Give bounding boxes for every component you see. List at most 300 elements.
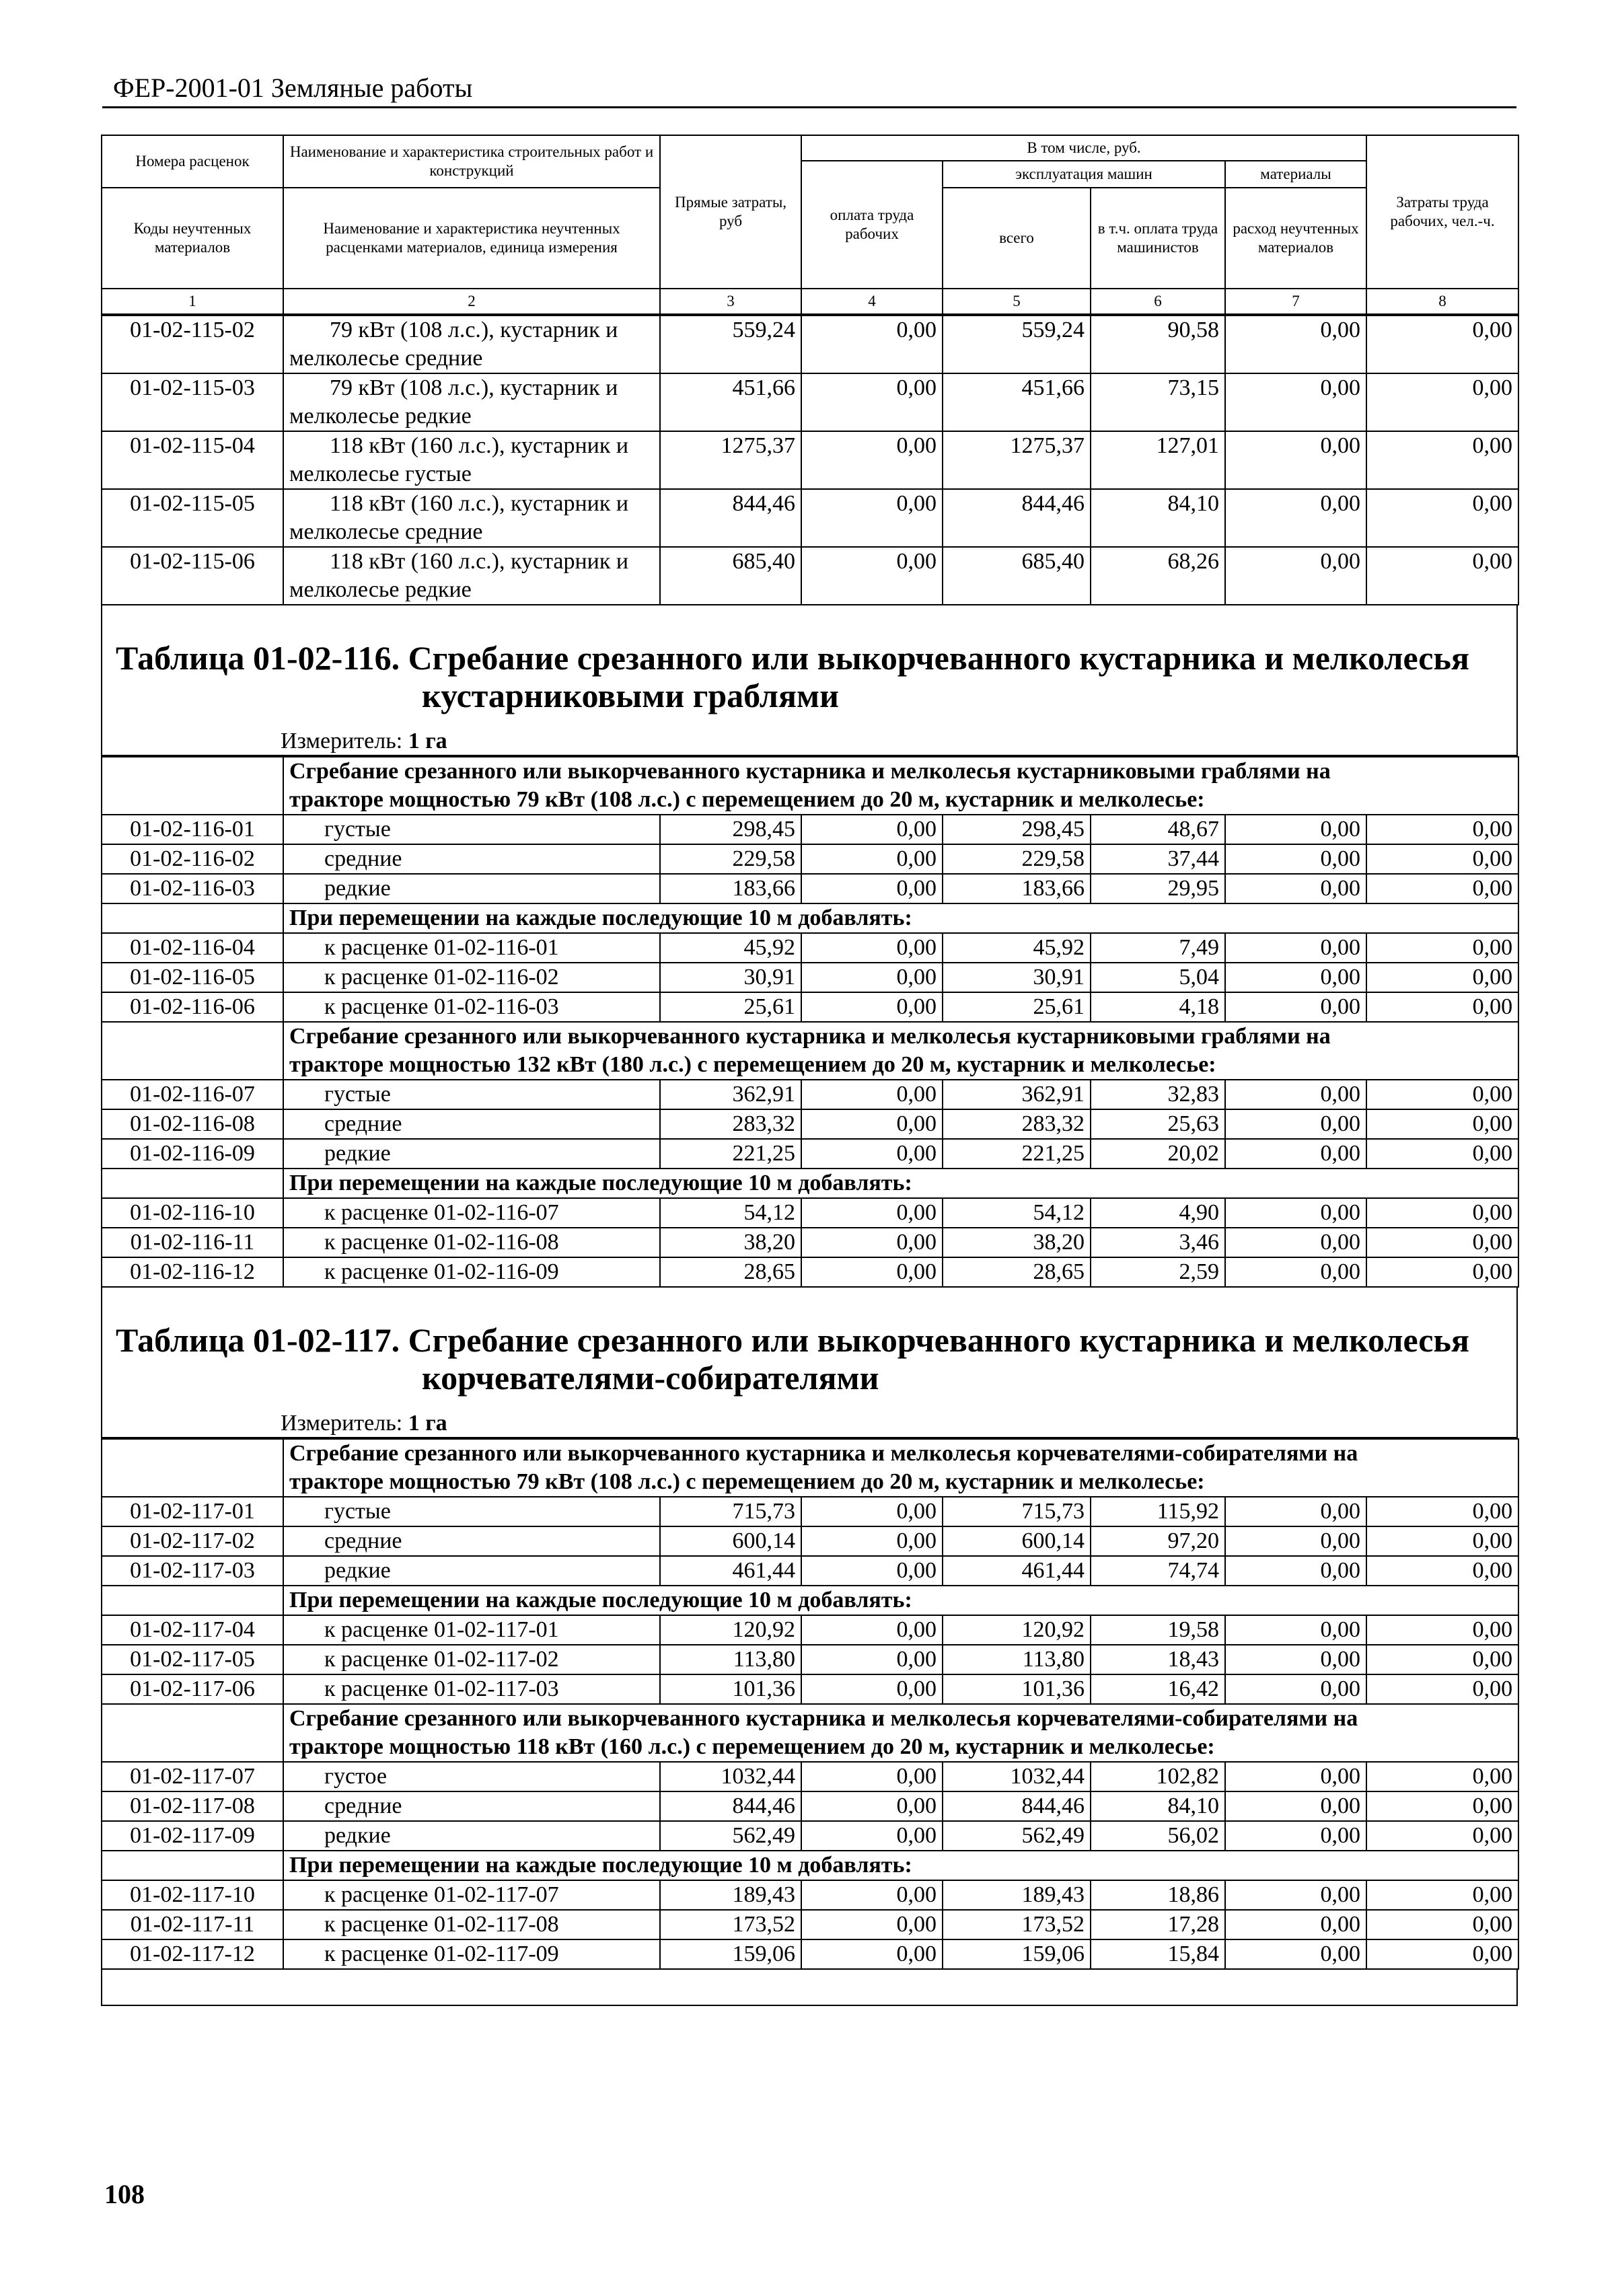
material-consumption: 0,00	[1225, 547, 1366, 605]
labor-costs: 0,00	[1366, 1939, 1518, 1969]
direct-cost: 30,91	[660, 963, 801, 992]
workers-wages: 0,00	[801, 1674, 943, 1704]
group-heading-spacer	[102, 1439, 283, 1497]
workers-wages: 0,00	[801, 933, 943, 963]
table-row	[102, 1109, 1518, 1139]
material-consumption: 0,00	[1225, 1791, 1366, 1821]
table-row	[102, 933, 1518, 963]
machines-total: 1032,44	[943, 1762, 1091, 1791]
labor-costs: 0,00	[1366, 992, 1518, 1022]
direct-cost: 451,66	[660, 373, 801, 431]
labor-costs: 0,00	[1366, 1556, 1518, 1586]
table-row	[102, 1139, 1518, 1169]
group-heading	[102, 1704, 1518, 1762]
unit-value: 1 га	[408, 729, 447, 753]
table-row	[102, 373, 1518, 431]
labor-costs: 0,00	[1366, 963, 1518, 992]
table-row	[102, 1762, 1518, 1791]
group-heading-line-2: тракторе мощностью 132 кВт (180 л.с.) с перемещением до 20 м, кустарник и мелколесье:	[289, 1052, 1216, 1077]
group-heading	[102, 757, 1518, 815]
material-consumption: 0,00	[1225, 1139, 1366, 1169]
direct-cost: 183,66	[660, 874, 801, 903]
workers-wages: 0,00	[801, 316, 943, 373]
operator-wages: 5,04	[1091, 963, 1225, 992]
material-consumption: 0,00	[1225, 1556, 1366, 1586]
work-name: к расценке 01-02-116-03	[283, 992, 660, 1022]
group-heading-spacer	[102, 903, 283, 933]
rate-code: 01-02-116-02	[102, 844, 283, 874]
labor-costs: 0,00	[1366, 547, 1518, 605]
labor-costs: 0,00	[1366, 844, 1518, 874]
group-heading-spacer	[102, 757, 283, 815]
work-name: к расценке 01-02-116-09	[283, 1257, 660, 1287]
machines-total: 298,45	[943, 815, 1091, 844]
rate-code: 01-02-117-11	[102, 1910, 283, 1939]
machines-total: 28,65	[943, 1257, 1091, 1287]
operator-wages: 115,92	[1091, 1497, 1225, 1526]
rate-code: 01-02-116-06	[102, 992, 283, 1022]
labor-costs: 0,00	[1366, 1645, 1518, 1674]
table-row	[102, 1526, 1518, 1556]
col-num-6: 6	[1091, 289, 1225, 314]
table-row	[102, 1198, 1518, 1228]
unit-of-measure	[101, 1405, 1518, 1438]
operator-wages: 37,44	[1091, 844, 1225, 874]
workers-wages: 0,00	[801, 1615, 943, 1645]
machines-total: 30,91	[943, 963, 1091, 992]
group-heading-line-1: Сгребание срезанного или выкорчеванного кустарника и мелколесья кустарниковыми граблями на	[289, 1024, 1331, 1049]
workers-wages: 0,00	[801, 1910, 943, 1939]
direct-cost: 844,46	[660, 489, 801, 547]
table-row	[102, 874, 1518, 903]
operator-wages: 56,02	[1091, 1821, 1225, 1851]
labor-costs: 0,00	[1366, 1762, 1518, 1791]
direct-cost: 45,92	[660, 933, 801, 963]
workers-wages: 0,00	[801, 1497, 943, 1526]
col-num-4: 4	[801, 289, 943, 314]
workers-wages: 0,00	[801, 1526, 943, 1556]
machines-total: 715,73	[943, 1497, 1091, 1526]
material-consumption: 0,00	[1225, 1080, 1366, 1109]
table-row	[102, 1791, 1518, 1821]
machines-total: 45,92	[943, 933, 1091, 963]
rate-code: 01-02-117-10	[102, 1880, 283, 1910]
work-name: редкие	[283, 1556, 660, 1586]
labor-costs: 0,00	[1366, 1228, 1518, 1257]
labor-costs: 0,00	[1366, 933, 1518, 963]
material-consumption: 0,00	[1225, 1228, 1366, 1257]
group-heading-spacer	[102, 1704, 283, 1762]
material-consumption: 0,00	[1225, 992, 1366, 1022]
labor-costs: 0,00	[1366, 874, 1518, 903]
group-heading-text	[283, 757, 1518, 815]
material-consumption: 0,00	[1225, 489, 1366, 547]
workers-wages: 0,00	[801, 1821, 943, 1851]
rate-code: 01-02-117-02	[102, 1526, 283, 1556]
table-row	[102, 963, 1518, 992]
labor-costs: 0,00	[1366, 1257, 1518, 1287]
work-name: к расценке 01-02-117-01	[283, 1615, 660, 1645]
unit-label: Измеритель:	[281, 1411, 403, 1436]
unit-value: 1 га	[408, 1411, 447, 1436]
header-including: В том числе, руб.	[801, 135, 1366, 161]
table-row	[102, 1821, 1518, 1851]
machines-total: 25,61	[943, 992, 1091, 1022]
group-heading-line-1: Сгребание срезанного или выкорчеванного кустарника и мелколесья корчевателями-собирателями на	[289, 1706, 1358, 1731]
material-consumption: 0,00	[1225, 1762, 1366, 1791]
labor-costs: 0,00	[1366, 1674, 1518, 1704]
rate-code: 01-02-116-07	[102, 1080, 283, 1109]
header-material-codes: Коды неучтенных материалов	[102, 188, 283, 289]
header-materials: материалы	[1225, 161, 1366, 188]
direct-cost: 38,20	[660, 1228, 801, 1257]
operator-wages: 4,18	[1091, 992, 1225, 1022]
direct-cost: 283,32	[660, 1109, 801, 1139]
work-name: к расценке 01-02-116-01	[283, 933, 660, 963]
rate-code: 01-02-116-05	[102, 963, 283, 992]
workers-wages: 0,00	[801, 1556, 943, 1586]
material-consumption: 0,00	[1225, 316, 1366, 373]
rate-code: 01-02-117-08	[102, 1791, 283, 1821]
work-name: средние	[283, 844, 660, 874]
group-heading-line-1: Сгребание срезанного или выкорчеванного кустарника и мелколесья кустарниковыми граблями на	[289, 759, 1331, 784]
workers-wages: 0,00	[801, 1198, 943, 1228]
work-name: к расценке 01-02-116-08	[283, 1228, 660, 1257]
group-heading-line-1: При перемещении на каждые последующие 10 м добавлять:	[289, 1588, 912, 1613]
group-heading-spacer	[102, 1586, 283, 1615]
material-consumption: 0,00	[1225, 1526, 1366, 1556]
material-consumption: 0,00	[1225, 1939, 1366, 1969]
direct-cost: 159,06	[660, 1939, 801, 1969]
work-name-line-2: мелколесье средние	[289, 346, 483, 371]
work-name	[283, 316, 660, 373]
rate-code: 01-02-116-04	[102, 933, 283, 963]
direct-cost: 28,65	[660, 1257, 801, 1287]
col-num-2: 2	[283, 289, 660, 314]
group-heading-text	[283, 1851, 1518, 1880]
work-name: средние	[283, 1109, 660, 1139]
material-consumption: 0,00	[1225, 1257, 1366, 1287]
labor-costs: 0,00	[1366, 373, 1518, 431]
header-rate-numbers: Номера расценок	[102, 135, 283, 188]
workers-wages: 0,00	[801, 547, 943, 605]
machines-total: 362,91	[943, 1080, 1091, 1109]
rate-code: 01-02-116-10	[102, 1198, 283, 1228]
rate-code: 01-02-117-05	[102, 1645, 283, 1674]
operator-wages: 74,74	[1091, 1556, 1225, 1586]
work-name: к расценке 01-02-117-09	[283, 1939, 660, 1969]
operator-wages: 18,43	[1091, 1645, 1225, 1674]
operator-wages: 97,20	[1091, 1526, 1225, 1556]
group-heading-line-2: тракторе мощностью 79 кВт (108 л.с.) с перемещением до 20 м, кустарник и мелколесье:	[289, 1469, 1205, 1494]
operator-wages: 25,63	[1091, 1109, 1225, 1139]
material-consumption: 0,00	[1225, 815, 1366, 844]
header-material-names: Наименование и характеристика неучтенных расценками материалов, единица измерения	[283, 188, 660, 289]
rate-code: 01-02-116-08	[102, 1109, 283, 1139]
price-table-sheet	[101, 135, 1518, 2006]
work-name-line-1: 118 кВт (160 л.с.), кустарник и	[330, 433, 629, 458]
rate-code: 01-02-117-07	[102, 1762, 283, 1791]
work-name-line-1: 118 кВт (160 л.с.), кустарник и	[330, 549, 629, 574]
workers-wages: 0,00	[801, 1109, 943, 1139]
group-heading-text	[283, 1439, 1518, 1497]
workers-wages: 0,00	[801, 1228, 943, 1257]
operator-wages: 2,59	[1091, 1257, 1225, 1287]
direct-cost: 113,80	[660, 1645, 801, 1674]
operator-wages: 20,02	[1091, 1139, 1225, 1169]
unit-label: Измеритель:	[281, 729, 403, 753]
group-heading-line-1: При перемещении на каждые последующие 10 м добавлять:	[289, 1171, 912, 1195]
machines-total: 101,36	[943, 1674, 1091, 1704]
operator-wages: 4,90	[1091, 1198, 1225, 1228]
direct-cost: 189,43	[660, 1880, 801, 1910]
group-heading-text	[283, 903, 1518, 933]
table-row	[102, 844, 1518, 874]
group-heading-line-1: При перемещении на каждые последующие 10 м добавлять:	[289, 1853, 912, 1878]
workers-wages: 0,00	[801, 874, 943, 903]
direct-cost: 229,58	[660, 844, 801, 874]
work-name-line-2: мелколесье редкие	[289, 404, 472, 429]
rate-code: 01-02-115-03	[102, 373, 283, 431]
table-title-line-2: кустарниковыми граблями	[422, 677, 839, 714]
machines-total: 54,12	[943, 1198, 1091, 1228]
col-num-7: 7	[1225, 289, 1366, 314]
material-consumption: 0,00	[1225, 844, 1366, 874]
machines-total: 559,24	[943, 316, 1091, 373]
machines-total: 844,46	[943, 489, 1091, 547]
group-heading-text	[283, 1586, 1518, 1615]
material-consumption: 0,00	[1225, 373, 1366, 431]
labor-costs: 0,00	[1366, 1080, 1518, 1109]
material-consumption: 0,00	[1225, 1497, 1366, 1526]
page-number: 108	[104, 2179, 145, 2209]
direct-cost: 715,73	[660, 1497, 801, 1526]
work-name-line-2: мелколесье средние	[289, 519, 483, 544]
col-num-5: 5	[943, 289, 1091, 314]
operator-wages: 15,84	[1091, 1939, 1225, 1969]
group-heading	[102, 1439, 1518, 1497]
work-name-line-1: 79 кВт (108 л.с.), кустарник и	[330, 375, 618, 400]
work-name: густое	[283, 1762, 660, 1791]
material-consumption: 0,00	[1225, 1615, 1366, 1645]
table-row	[102, 1556, 1518, 1586]
direct-cost: 362,91	[660, 1080, 801, 1109]
rate-code: 01-02-115-05	[102, 489, 283, 547]
table-row	[102, 1939, 1518, 1969]
header-machines-total: всего	[943, 188, 1091, 289]
operator-wages: 73,15	[1091, 373, 1225, 431]
unit-of-measure	[101, 723, 1518, 756]
operator-wages: 90,58	[1091, 316, 1225, 373]
work-name: к расценке 01-02-117-02	[283, 1645, 660, 1674]
group-heading-line-2: тракторе мощностью 118 кВт (160 л.с.) с перемещением до 20 м, кустарник и мелколесье:	[289, 1734, 1215, 1759]
workers-wages: 0,00	[801, 1080, 943, 1109]
workers-wages: 0,00	[801, 431, 943, 489]
table-row	[102, 815, 1518, 844]
direct-cost: 298,45	[660, 815, 801, 844]
workers-wages: 0,00	[801, 1139, 943, 1169]
machines-total: 159,06	[943, 1939, 1091, 1969]
work-name: густые	[283, 815, 660, 844]
continued-rates-table	[101, 315, 1519, 605]
machines-total: 1275,37	[943, 431, 1091, 489]
direct-cost: 25,61	[660, 992, 801, 1022]
machines-total: 189,43	[943, 1880, 1091, 1910]
table-body	[101, 315, 1518, 2006]
machines-total: 183,66	[943, 874, 1091, 903]
labor-costs: 0,00	[1366, 1821, 1518, 1851]
operator-wages: 3,46	[1091, 1228, 1225, 1257]
workers-wages: 0,00	[801, 992, 943, 1022]
material-consumption: 0,00	[1225, 1109, 1366, 1139]
direct-cost: 600,14	[660, 1526, 801, 1556]
table-row	[102, 316, 1518, 373]
col-num-1: 1	[102, 289, 283, 314]
direct-cost: 559,24	[660, 316, 801, 373]
direct-cost: 1275,37	[660, 431, 801, 489]
labor-costs: 0,00	[1366, 489, 1518, 547]
col-num-8: 8	[1366, 289, 1518, 314]
machines-total: 685,40	[943, 547, 1091, 605]
labor-costs: 0,00	[1366, 1139, 1518, 1169]
direct-cost: 120,92	[660, 1615, 801, 1645]
group-heading-line-1: При перемещении на каждые последующие 10 м добавлять:	[289, 905, 912, 930]
workers-wages: 0,00	[801, 1880, 943, 1910]
operator-wages: 84,10	[1091, 1791, 1225, 1821]
labor-costs: 0,00	[1366, 1791, 1518, 1821]
operator-wages: 68,26	[1091, 547, 1225, 605]
table-title-line-2: корчевателями-собирателями	[422, 1359, 879, 1397]
direct-cost: 685,40	[660, 547, 801, 605]
operator-wages: 18,86	[1091, 1880, 1225, 1910]
rate-code: 01-02-117-04	[102, 1615, 283, 1645]
machines-total: 562,49	[943, 1821, 1091, 1851]
workers-wages: 0,00	[801, 373, 943, 431]
operator-wages: 19,58	[1091, 1615, 1225, 1645]
work-name: густые	[283, 1497, 660, 1526]
rate-code: 01-02-115-04	[102, 431, 283, 489]
operator-wages: 127,01	[1091, 431, 1225, 489]
running-header-text: ФЕР-2001-01 Земляные работы	[113, 73, 473, 103]
rate-code: 01-02-117-12	[102, 1939, 283, 1969]
direct-cost: 101,36	[660, 1674, 801, 1704]
workers-wages: 0,00	[801, 1791, 943, 1821]
operator-wages: 32,83	[1091, 1080, 1225, 1109]
group-heading-spacer	[102, 1022, 283, 1080]
group-heading	[102, 1169, 1518, 1198]
labor-costs: 0,00	[1366, 1526, 1518, 1556]
group-heading-text	[283, 1022, 1518, 1080]
direct-cost: 461,44	[660, 1556, 801, 1586]
header-work-name: Наименование и характеристика строительных работ и конструкций	[283, 135, 660, 188]
machines-total: 461,44	[943, 1556, 1091, 1586]
direct-cost: 54,12	[660, 1198, 801, 1228]
group-heading-line-1: Сгребание срезанного или выкорчеванного кустарника и мелколесья корчевателями-собирателями на	[289, 1441, 1358, 1466]
header-operator-wages: в т.ч. оплата труда машинистов	[1091, 188, 1225, 289]
material-consumption: 0,00	[1225, 1821, 1366, 1851]
material-consumption: 0,00	[1225, 874, 1366, 903]
work-name	[283, 489, 660, 547]
table-row	[102, 1497, 1518, 1526]
rate-code: 01-02-117-06	[102, 1674, 283, 1704]
labor-costs: 0,00	[1366, 316, 1518, 373]
group-heading	[102, 903, 1518, 933]
operator-wages: 7,49	[1091, 933, 1225, 963]
work-name-line-1: 79 кВт (108 л.с.), кустарник и	[330, 318, 618, 342]
column-header-table	[101, 135, 1519, 315]
work-name: к расценке 01-02-116-07	[283, 1198, 660, 1228]
material-consumption: 0,00	[1225, 933, 1366, 963]
table-row	[102, 1080, 1518, 1109]
table-row	[102, 1910, 1518, 1939]
machines-total: 120,92	[943, 1615, 1091, 1645]
work-name: к расценке 01-02-117-07	[283, 1880, 660, 1910]
operator-wages: 29,95	[1091, 874, 1225, 903]
group-heading-line-2: тракторе мощностью 79 кВт (108 л.с.) с перемещением до 20 м, кустарник и мелколесье:	[289, 787, 1205, 812]
work-name: редкие	[283, 1139, 660, 1169]
work-name	[283, 431, 660, 489]
rates-table	[101, 1438, 1519, 1970]
group-heading	[102, 1851, 1518, 1880]
direct-cost: 221,25	[660, 1139, 801, 1169]
labor-costs: 0,00	[1366, 1910, 1518, 1939]
header-material-consumption: расход неучтенных материалов	[1225, 188, 1366, 289]
table-row	[102, 1615, 1518, 1645]
operator-wages: 17,28	[1091, 1910, 1225, 1939]
work-name	[283, 547, 660, 605]
table-row	[102, 431, 1518, 489]
group-heading	[102, 1586, 1518, 1615]
workers-wages: 0,00	[801, 815, 943, 844]
labor-costs: 0,00	[1366, 1497, 1518, 1526]
workers-wages: 0,00	[801, 1257, 943, 1287]
table-end-spacer	[101, 1970, 1518, 2006]
operator-wages: 48,67	[1091, 815, 1225, 844]
rate-code: 01-02-116-12	[102, 1257, 283, 1287]
workers-wages: 0,00	[801, 844, 943, 874]
rate-code: 01-02-117-01	[102, 1497, 283, 1526]
work-name	[283, 373, 660, 431]
machines-total: 283,32	[943, 1109, 1091, 1139]
machines-total: 113,80	[943, 1645, 1091, 1674]
work-name: редкие	[283, 1821, 660, 1851]
machines-total: 844,46	[943, 1791, 1091, 1821]
header-labor-costs: Затраты труда рабочих, чел.-ч.	[1366, 135, 1518, 289]
machines-total: 221,25	[943, 1139, 1091, 1169]
table-row	[102, 1674, 1518, 1704]
direct-cost: 173,52	[660, 1910, 801, 1939]
table-title-line-1: Таблица 01-02-116. Сгребание срезанного или выкорчеванного кустарника и мелколесья	[116, 639, 1469, 677]
work-name: к расценке 01-02-117-03	[283, 1674, 660, 1704]
material-consumption: 0,00	[1225, 1880, 1366, 1910]
labor-costs: 0,00	[1366, 815, 1518, 844]
rate-code: 01-02-115-06	[102, 547, 283, 605]
labor-costs: 0,00	[1366, 431, 1518, 489]
rate-code: 01-02-116-11	[102, 1228, 283, 1257]
rate-code: 01-02-116-09	[102, 1139, 283, 1169]
work-name: средние	[283, 1526, 660, 1556]
work-name: к расценке 01-02-116-02	[283, 963, 660, 992]
work-name-line-2: мелколесье густые	[289, 461, 472, 486]
table-title	[101, 605, 1518, 723]
rate-code: 01-02-117-09	[102, 1821, 283, 1851]
machines-total: 38,20	[943, 1228, 1091, 1257]
labor-costs: 0,00	[1366, 1198, 1518, 1228]
table-row	[102, 992, 1518, 1022]
group-heading-text	[283, 1169, 1518, 1198]
workers-wages: 0,00	[801, 1762, 943, 1791]
labor-costs: 0,00	[1366, 1880, 1518, 1910]
